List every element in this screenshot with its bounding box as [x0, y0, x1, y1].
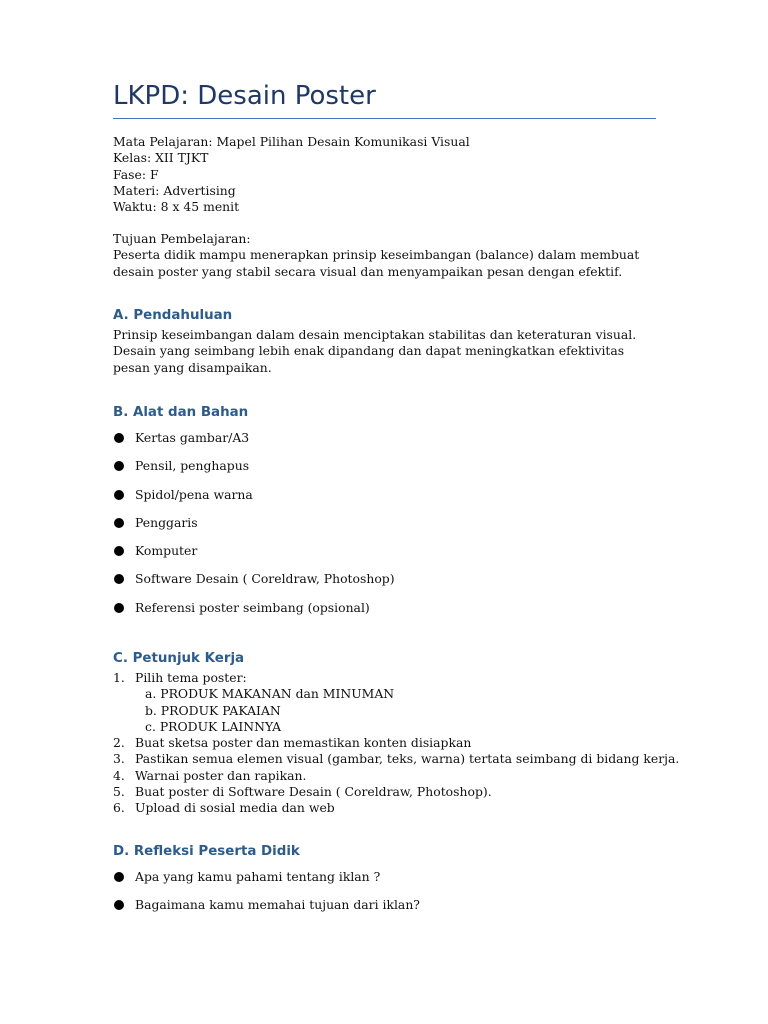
bullet-icon	[114, 574, 124, 584]
step-text: Pilih tema poster:	[135, 670, 247, 685]
list-item	[113, 571, 395, 587]
list-item	[113, 784, 679, 800]
list-item	[113, 458, 395, 474]
bullet-icon	[114, 490, 124, 500]
section-heading-alat: B. Alat dan Bahan	[113, 405, 249, 420]
bullet-icon	[114, 900, 124, 910]
bullet-icon	[114, 518, 124, 528]
list-item-text: Penggaris	[135, 514, 198, 530]
list-item-text: Bagaimana kamu memahai tujuan dari iklan?	[135, 897, 420, 913]
info-block	[113, 134, 658, 215]
bullet-icon	[114, 433, 124, 443]
info-waktu: Waktu: 8 x 45 menit	[113, 199, 240, 215]
sub-item: a. PRODUK MAKANAN dan MINUMAN	[145, 686, 395, 702]
list-item	[113, 430, 395, 446]
bullet-icon	[114, 546, 124, 556]
step-number: 6.	[113, 800, 125, 816]
list-item	[113, 869, 420, 885]
list-item-text: Kertas gambar/A3	[135, 430, 250, 445]
list-item	[113, 670, 679, 686]
bullet-icon	[114, 461, 124, 471]
list-item-text: Pensil, penghapus	[135, 458, 250, 474]
page-title: LKPD: Desain Poster	[113, 81, 376, 111]
info-materi: Materi: Advertising	[113, 182, 236, 198]
list-item	[113, 768, 679, 784]
step-text: Warnai poster dan rapikan.	[135, 767, 307, 783]
list-item	[113, 515, 395, 531]
petunjuk-list	[113, 670, 679, 817]
pendahuluan-text	[113, 327, 658, 376]
list-item	[113, 897, 420, 913]
section-heading-pendahuluan: A. Pendahuluan	[113, 308, 233, 323]
section-heading-petunjuk: C. Petunjuk Kerja	[113, 651, 245, 666]
info-mapel: Mata Pelajaran: Mapel Pilihan Desain Komunikasi Visual	[113, 134, 470, 149]
tujuan-text: Peserta didik mampu menerapkan prinsip keseimbangan (balance) dalam membuat desain poster yang stabil secara visual dan menyampaikan pesan dengan efektif.	[113, 247, 640, 279]
info-kelas: Kelas: XII TJKT	[113, 150, 209, 166]
tujuan-label: Tujuan Pembelajaran:	[113, 231, 251, 246]
step-number: 2.	[113, 735, 125, 751]
list-item-text: Referensi poster seimbang (opsional)	[135, 599, 370, 615]
step-number: 4.	[113, 767, 125, 783]
sub-item: b. PRODUK PAKAIAN	[145, 702, 281, 718]
step-text: Upload di sosial media dan web	[135, 800, 335, 816]
list-item-text: Software Desain ( Coreldraw, Photoshop)	[135, 571, 395, 587]
step-number: 1.	[113, 670, 125, 685]
list-item	[113, 800, 679, 816]
list-item	[113, 543, 395, 559]
list-item	[113, 751, 679, 767]
tujuan-block	[113, 231, 658, 280]
list-item-text: Komputer	[135, 543, 198, 559]
step-text: Buat sketsa poster dan memastikan konten disiapkan	[135, 735, 472, 751]
step-text: Buat poster di Software Desain ( Coreldraw, Photoshop).	[135, 784, 492, 800]
list-item	[113, 735, 679, 751]
step-number: 5.	[113, 784, 125, 800]
list-item	[113, 487, 395, 503]
refleksi-list	[113, 869, 420, 926]
title-underline	[113, 118, 656, 119]
list-item-text: Apa yang kamu pahami tentang iklan ?	[135, 869, 381, 884]
section-heading-refleksi: D. Refleksi Peserta Didik	[113, 844, 300, 859]
list-item-text: Spidol/pena warna	[135, 486, 253, 502]
step-text: Pastikan semua elemen visual (gambar, teks, warna) tertata seimbang di bidang kerja.	[135, 751, 680, 767]
info-fase: Fase: F	[113, 166, 159, 182]
pendahuluan-paragraph: Prinsip keseimbangan dalam desain menciptakan stabilitas dan keteraturan visual. Desain yang seimbang lebih enak dipandang dan dapat meningkatkan efektivitas pesan yang disampaikan.	[113, 327, 637, 375]
alat-list	[113, 430, 395, 628]
bullet-icon	[114, 603, 124, 613]
step-number: 3.	[113, 751, 125, 767]
list-item	[113, 600, 395, 616]
sub-item: c. PRODUK LAINNYA	[145, 718, 282, 734]
bullet-icon	[114, 872, 124, 882]
